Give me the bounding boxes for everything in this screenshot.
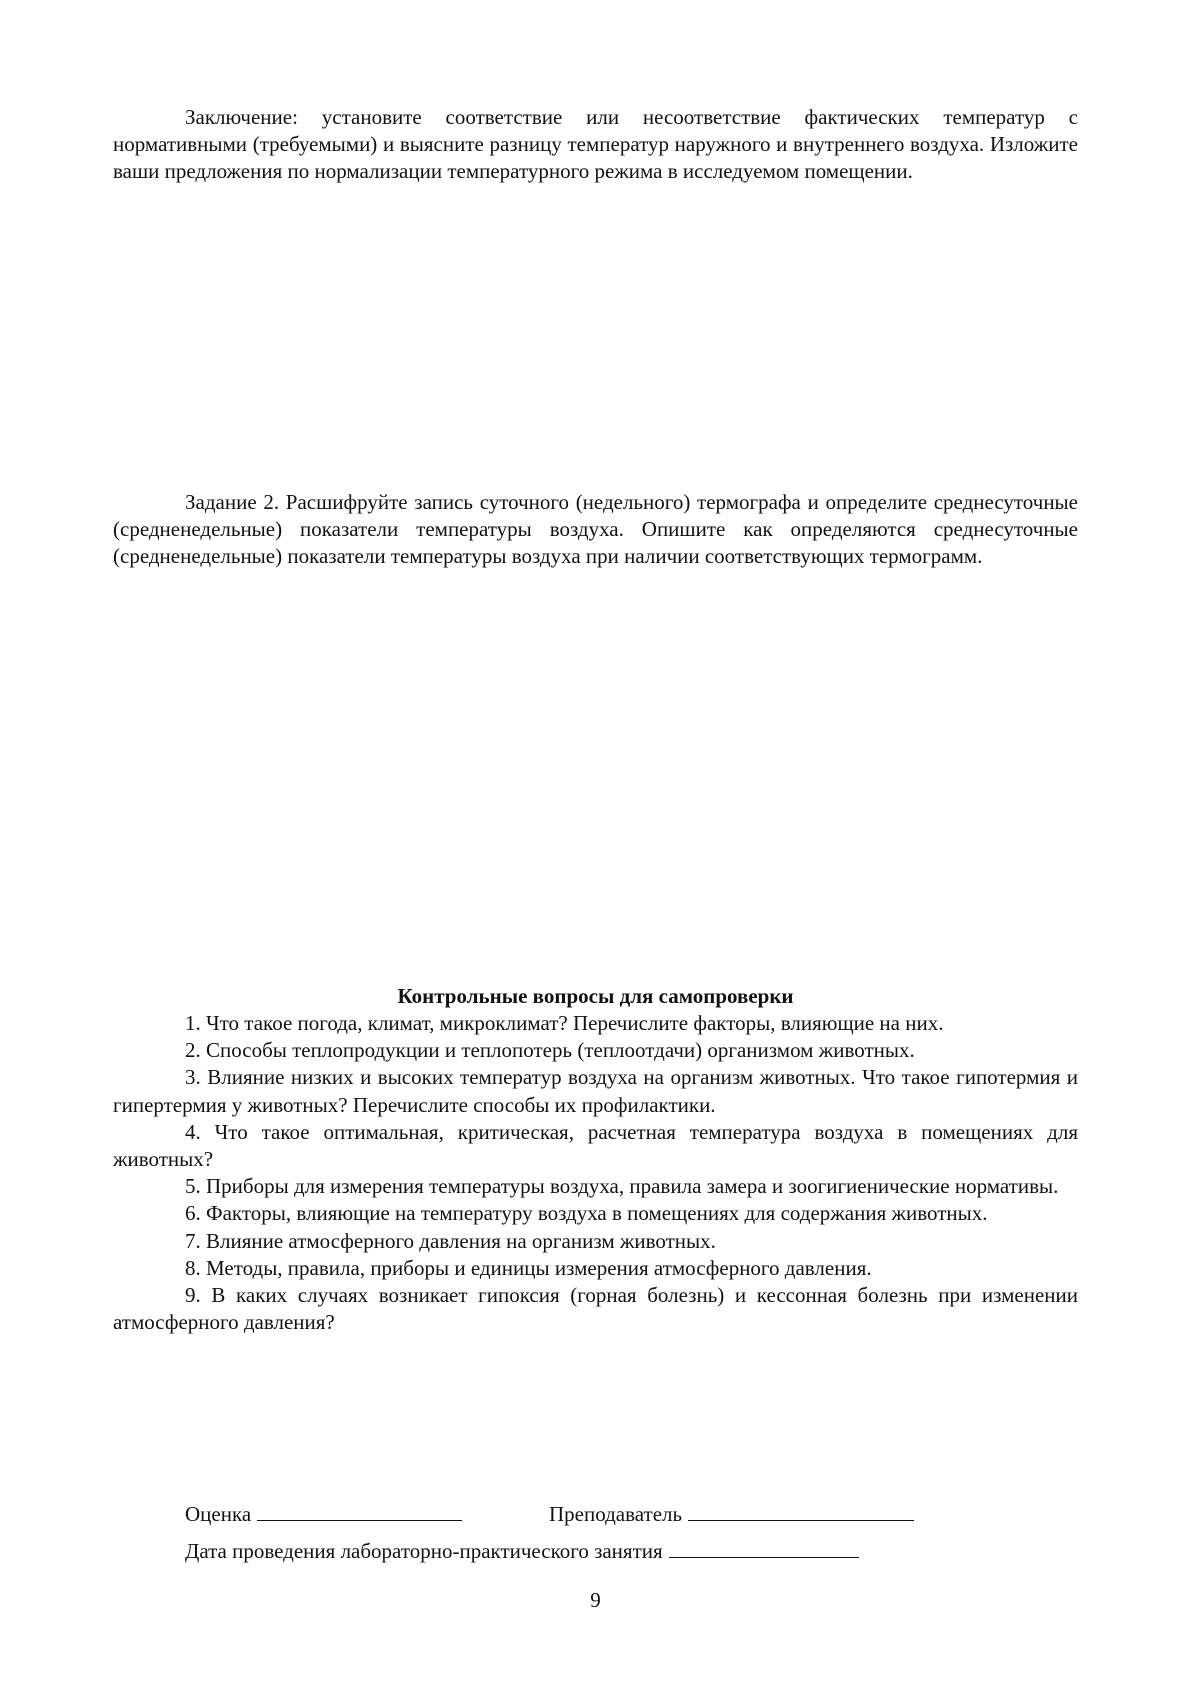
teacher-row bbox=[549, 1500, 914, 1528]
teacher-label: Преподаватель bbox=[549, 1502, 683, 1526]
question-item: 8. Методы, правила, приборы и единицы измерения атмосферного давления. bbox=[185, 1255, 872, 1280]
page-number: 9 bbox=[590, 1588, 601, 1612]
grade-row bbox=[185, 1500, 462, 1528]
question-item: 6. Факторы, влияющие на температуру воздуха в помещениях для содержания животных. bbox=[185, 1201, 988, 1226]
question-item: 2. Способы теплопродукции и теплопотерь (теплоотдачи) организмом животных. bbox=[185, 1038, 915, 1063]
question-item: 5. Приборы для измерения температуры воздуха, правила замера и зоогигиенические нормативы. bbox=[185, 1174, 1059, 1199]
question-item: 1. Что такое погода, климат, микроклимат? Перечислите факторы, влияющие на них. bbox=[185, 1011, 944, 1035]
grade-blank-line[interactable] bbox=[257, 1500, 462, 1521]
grade-label: Оценка bbox=[185, 1502, 252, 1526]
questions-list bbox=[113, 1010, 1078, 1336]
conclusion-paragraph: Заключение: установите соответствие или несоответствие фактических температур с нормативными (требуемыми) и выясните разницу температур наружного и внутреннего воздуха. Изложите ваши предложения по нормализации температурного режима в исследуемом помещении. bbox=[113, 105, 1078, 183]
date-label: Дата проведения лабораторно-практического занятия bbox=[185, 1539, 663, 1563]
question-item: 9. В каких случаях возникает гипоксия (горная болезнь) и кессонная болезнь при изменении атмосферного давления? bbox=[113, 1283, 1078, 1335]
teacher-blank-line[interactable] bbox=[688, 1500, 914, 1521]
date-blank-line[interactable] bbox=[669, 1537, 859, 1558]
date-row bbox=[185, 1537, 859, 1565]
task2-paragraph: Задание 2. Расшифруйте запись суточного (недельного) термографа и определите среднесуточные (средненедельные) показатели температуры воздуха. Опишите как определяются среднесуточные (средненедельные) показатели температуры воздуха при наличии соответствующих термограмм. bbox=[113, 490, 1078, 568]
question-item: 7. Влияние атмосферного давления на организм животных. bbox=[185, 1228, 716, 1253]
questions-title: Контрольные вопросы для самопроверки bbox=[397, 984, 794, 1008]
question-item: 3. Влияние низких и высоких температур воздуха на организм животных. Что такое гипотермия и гипертермия у животных? Перечислите способы их профилактики. bbox=[113, 1065, 1078, 1117]
question-item: 4. Что такое оптимальная, критическая, расчетная температура воздуха в помещениях для животных? bbox=[113, 1119, 1078, 1172]
